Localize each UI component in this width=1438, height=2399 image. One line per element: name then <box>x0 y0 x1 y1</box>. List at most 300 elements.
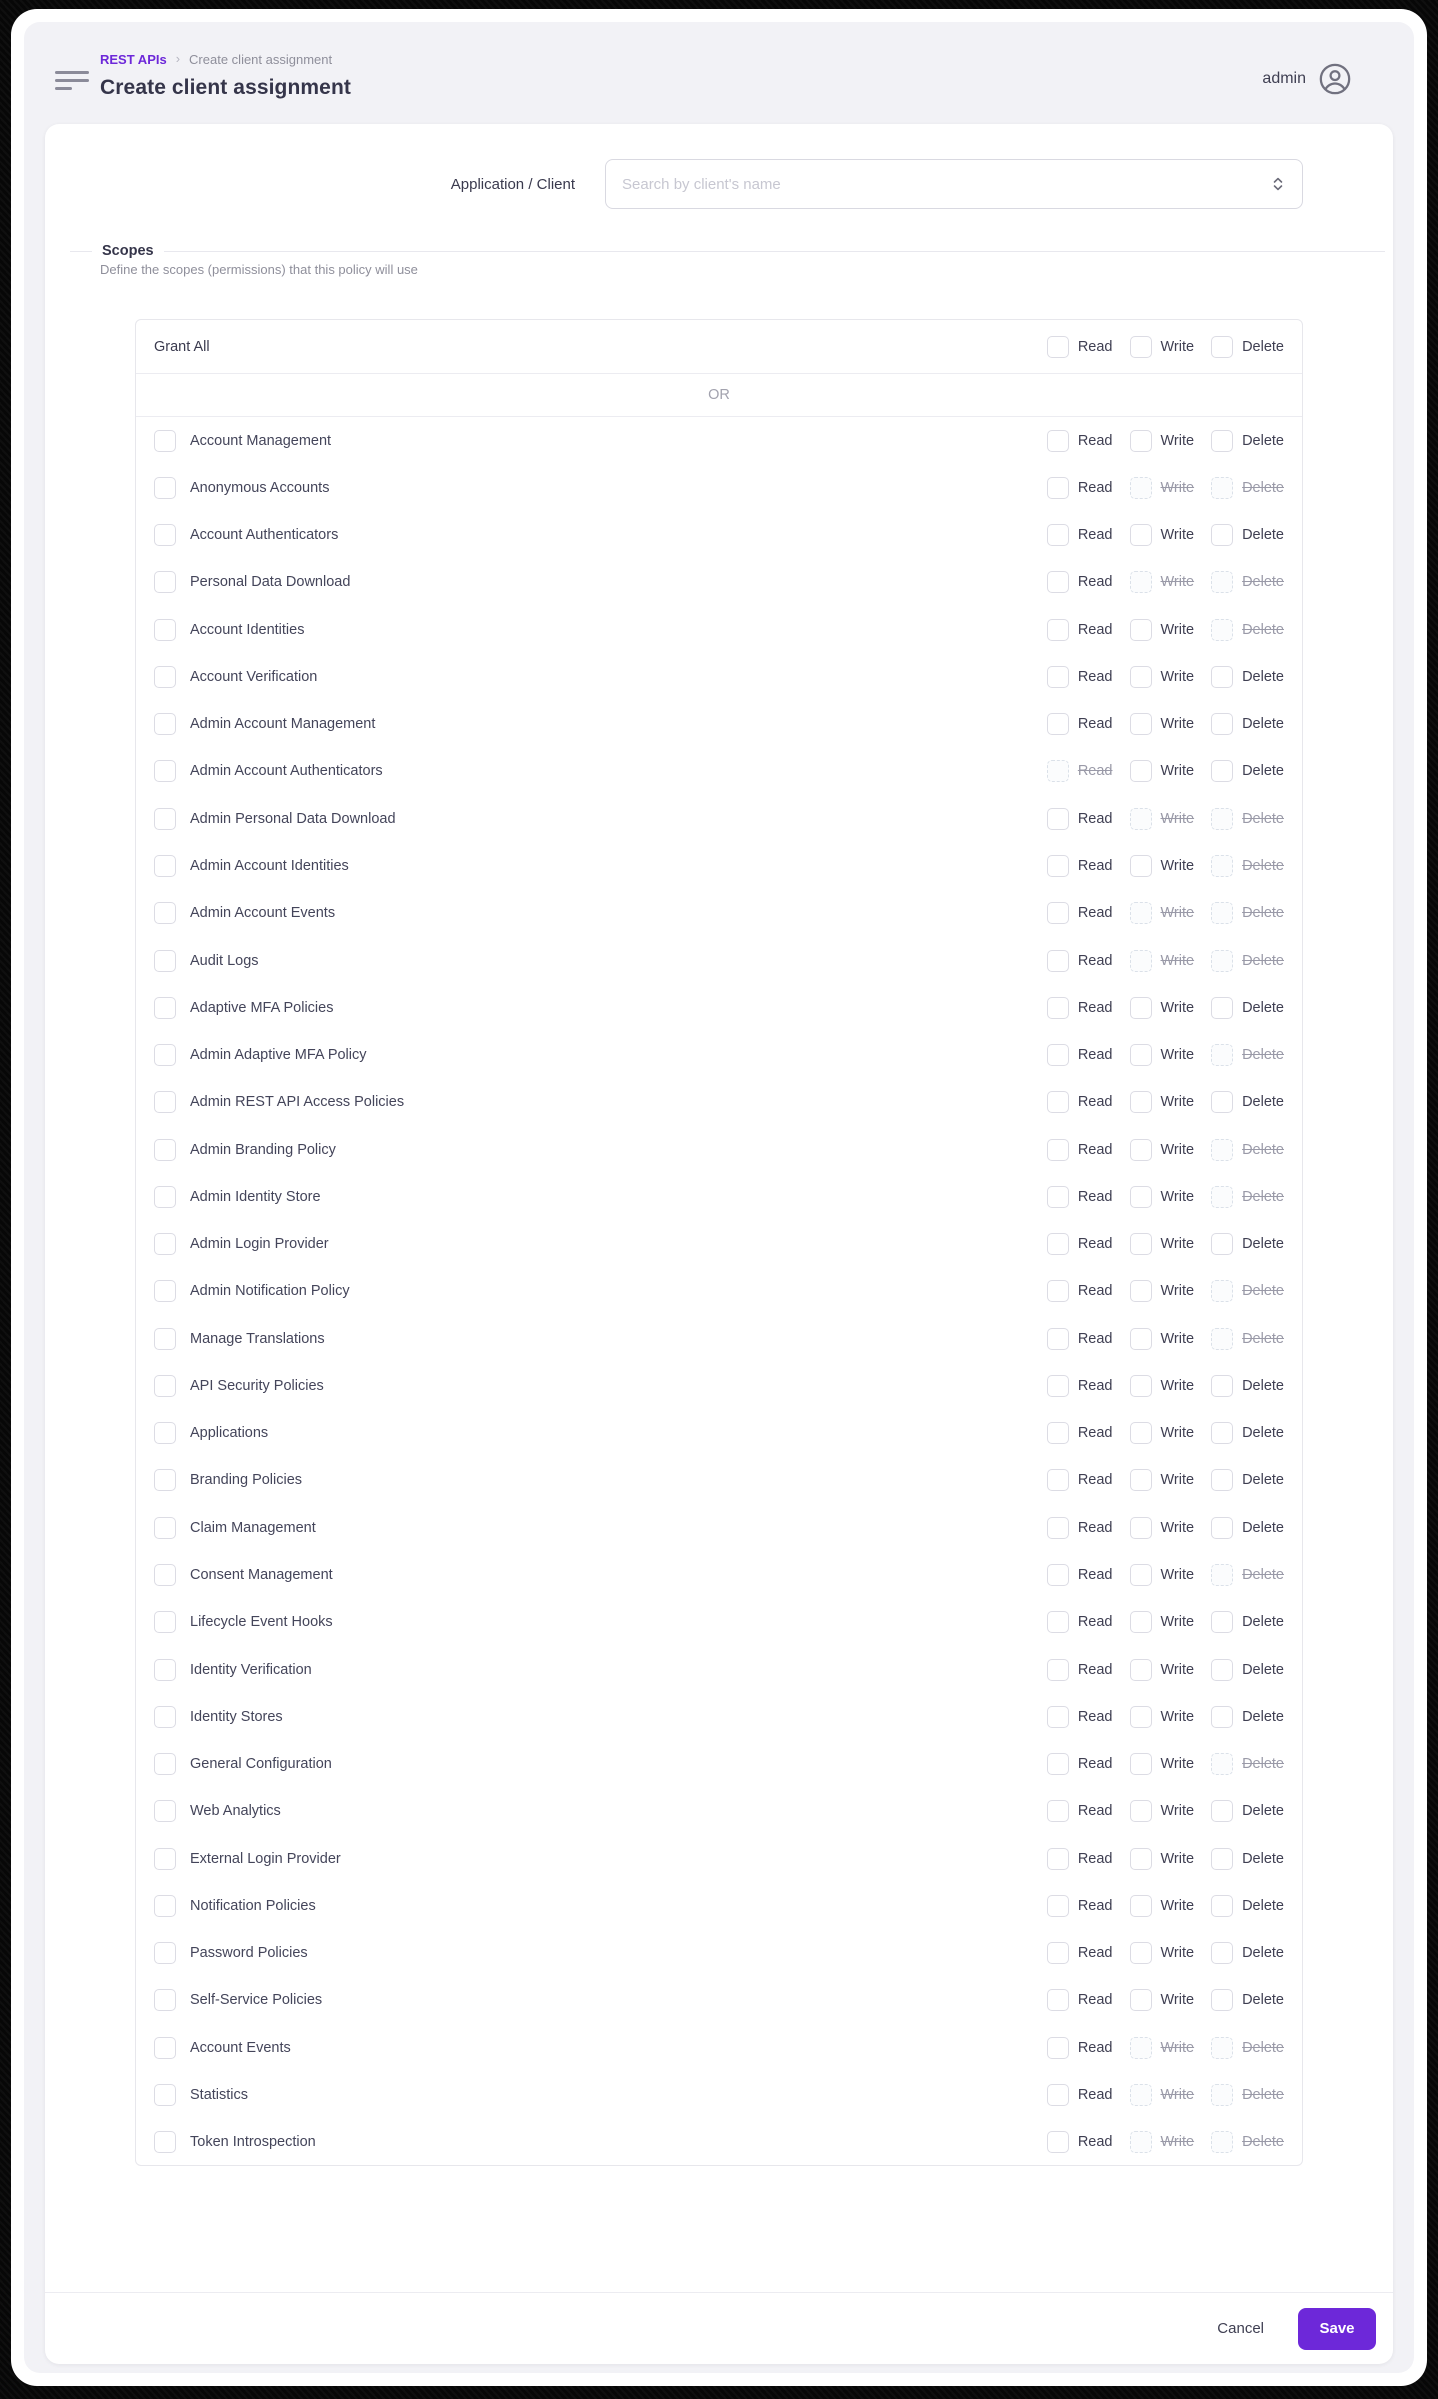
write-checkbox[interactable] <box>1130 1469 1152 1491</box>
delete-checkbox[interactable] <box>1211 1942 1233 1964</box>
delete-checkbox <box>1211 1186 1233 1208</box>
delete-permission <box>1211 2037 1284 2059</box>
read-checkbox[interactable] <box>1047 1233 1069 1255</box>
read-checkbox[interactable] <box>1047 1375 1069 1397</box>
write-checkbox[interactable] <box>1130 1564 1152 1586</box>
read-permission[interactable] <box>1047 1517 1113 1539</box>
read-checkbox[interactable] <box>1047 430 1069 452</box>
scope-checkbox[interactable] <box>154 1375 176 1397</box>
scope-row <box>136 701 1302 748</box>
client-field-row <box>45 159 1393 209</box>
read-checkbox[interactable] <box>1047 902 1069 924</box>
scope-label: Applications <box>190 1425 269 1442</box>
grant-all-delete-checkbox[interactable] <box>1211 336 1233 358</box>
write-permission[interactable] <box>1130 1753 1195 1775</box>
read-permission[interactable] <box>1047 1753 1113 1775</box>
read-checkbox[interactable] <box>1047 1659 1069 1681</box>
read-permission[interactable] <box>1047 1233 1113 1255</box>
write-permission[interactable] <box>1130 1186 1195 1208</box>
write-permission <box>1130 477 1195 499</box>
read-checkbox[interactable] <box>1047 1753 1069 1775</box>
scope-permissions <box>1047 2084 1284 2106</box>
read-label: Read <box>1077 621 1113 638</box>
write-label: Write <box>1160 621 1195 638</box>
delete-label: Delete <box>1242 1661 1284 1678</box>
scope-permissions <box>1047 1139 1284 1161</box>
delete-permission[interactable] <box>1211 760 1284 782</box>
read-permission[interactable] <box>1047 902 1113 924</box>
scope-checkbox[interactable] <box>154 2131 176 2153</box>
scope-row <box>136 937 1302 984</box>
delete-permission <box>1211 1753 1284 1775</box>
write-permission[interactable] <box>1130 997 1195 1019</box>
delete-checkbox[interactable] <box>1211 1611 1233 1633</box>
scope-checkbox[interactable] <box>154 1659 176 1681</box>
scope-checkbox[interactable] <box>154 1044 176 1066</box>
read-permission[interactable] <box>1047 1706 1113 1728</box>
write-checkbox[interactable] <box>1130 619 1152 641</box>
write-permission[interactable] <box>1130 1091 1195 1113</box>
delete-checkbox <box>1211 1753 1233 1775</box>
read-checkbox[interactable] <box>1047 1469 1069 1491</box>
read-permission[interactable] <box>1047 997 1113 1019</box>
scope-row <box>136 984 1302 1031</box>
read-permission[interactable] <box>1047 430 1113 452</box>
write-checkbox[interactable] <box>1130 1091 1152 1113</box>
write-checkbox[interactable] <box>1130 1517 1152 1539</box>
scope-label: Admin Account Events <box>190 905 336 922</box>
scope-checkbox[interactable] <box>154 713 176 735</box>
delete-label: Delete <box>1242 1897 1284 1914</box>
delete-permission[interactable] <box>1211 1659 1284 1681</box>
delete-checkbox[interactable] <box>1211 1233 1233 1255</box>
write-permission[interactable] <box>1130 1659 1195 1681</box>
grant-all-read[interactable]: Read <box>1047 336 1113 358</box>
read-permission[interactable] <box>1047 1139 1113 1161</box>
write-permission[interactable] <box>1130 1800 1195 1822</box>
write-permission[interactable] <box>1130 1328 1195 1350</box>
scope-row <box>136 1031 1302 1078</box>
read-checkbox[interactable] <box>1047 1848 1069 1870</box>
delete-permission[interactable] <box>1211 1422 1284 1444</box>
delete-label: Delete <box>1242 1850 1284 1867</box>
write-checkbox[interactable] <box>1130 760 1152 782</box>
read-permission[interactable] <box>1047 1611 1113 1633</box>
scope-row <box>136 1835 1302 1882</box>
read-permission[interactable] <box>1047 1091 1113 1113</box>
scope-checkbox[interactable] <box>154 619 176 641</box>
scope-checkbox[interactable] <box>154 2084 176 2106</box>
scope-label: Anonymous Accounts <box>190 479 330 496</box>
write-checkbox[interactable] <box>1130 1848 1152 1870</box>
scope-checkbox[interactable] <box>154 902 176 924</box>
delete-checkbox[interactable] <box>1211 1091 1233 1113</box>
write-checkbox[interactable] <box>1130 1139 1152 1161</box>
delete-label: Delete <box>1242 2039 1284 2056</box>
scope-label: Admin Account Identities <box>190 858 349 875</box>
read-label: Read <box>1077 1708 1113 1725</box>
read-label: Read <box>1077 1236 1113 1253</box>
delete-checkbox[interactable] <box>1211 524 1233 546</box>
delete-checkbox <box>1211 855 1233 877</box>
scope-permissions <box>1047 855 1284 877</box>
write-checkbox[interactable] <box>1130 430 1152 452</box>
client-select-placeholder: Search by client's name <box>622 175 781 193</box>
scope-checkbox[interactable] <box>154 1517 176 1539</box>
read-checkbox[interactable] <box>1047 1800 1069 1822</box>
scope-checkbox[interactable] <box>154 855 176 877</box>
delete-permission[interactable] <box>1211 1375 1284 1397</box>
scope-checkbox[interactable] <box>154 1611 176 1633</box>
read-checkbox[interactable] <box>1047 1989 1069 2011</box>
read-checkbox[interactable] <box>1047 1517 1069 1539</box>
delete-checkbox[interactable] <box>1211 1895 1233 1917</box>
scope-checkbox[interactable] <box>154 1328 176 1350</box>
read-checkbox[interactable] <box>1047 1422 1069 1444</box>
chevron-right-icon: › <box>175 51 181 66</box>
scope-checkbox[interactable] <box>154 1706 176 1728</box>
read-checkbox[interactable] <box>1047 1328 1069 1350</box>
delete-permission[interactable] <box>1211 1800 1284 1822</box>
delete-checkbox[interactable] <box>1211 997 1233 1019</box>
read-permission[interactable] <box>1047 950 1113 972</box>
write-permission[interactable] <box>1130 666 1195 688</box>
read-checkbox[interactable] <box>1047 1186 1069 1208</box>
scope-checkbox[interactable] <box>154 477 176 499</box>
read-checkbox[interactable] <box>1047 1139 1069 1161</box>
scope-label: Admin Branding Policy <box>190 1141 336 1158</box>
write-checkbox[interactable] <box>1130 1280 1152 1302</box>
write-checkbox[interactable] <box>1130 1186 1152 1208</box>
delete-permission[interactable] <box>1211 1989 1284 2011</box>
write-label: Write <box>1160 2039 1195 2056</box>
read-label: Read <box>1077 1425 1113 1442</box>
read-permission[interactable] <box>1047 1800 1113 1822</box>
scope-permissions <box>1047 1422 1284 1444</box>
read-checkbox[interactable] <box>1047 1942 1069 1964</box>
scope-permissions <box>1047 902 1284 924</box>
delete-permission[interactable] <box>1211 1895 1284 1917</box>
read-checkbox[interactable] <box>1047 855 1069 877</box>
scope-label: Admin Identity Store <box>190 1188 321 1205</box>
scope-checkbox[interactable] <box>154 1469 176 1491</box>
read-permission[interactable] <box>1047 666 1113 688</box>
grant-all-write-checkbox[interactable] <box>1130 336 1152 358</box>
read-permission[interactable] <box>1047 713 1113 735</box>
write-permission[interactable] <box>1130 619 1195 641</box>
write-permission[interactable] <box>1130 524 1195 546</box>
scope-checkbox[interactable] <box>154 1942 176 1964</box>
write-permission <box>1130 2131 1195 2153</box>
read-permission[interactable] <box>1047 1659 1113 1681</box>
read-permission[interactable] <box>1047 1469 1113 1491</box>
read-permission[interactable] <box>1047 1328 1113 1350</box>
read-checkbox[interactable] <box>1047 1564 1069 1586</box>
read-permission[interactable] <box>1047 808 1113 830</box>
write-checkbox[interactable] <box>1130 1800 1152 1822</box>
delete-label: Delete <box>1242 1047 1284 1064</box>
scope-checkbox[interactable] <box>154 808 176 830</box>
scope-checkbox[interactable] <box>154 1233 176 1255</box>
write-checkbox[interactable] <box>1130 713 1152 735</box>
read-permission[interactable] <box>1047 524 1113 546</box>
grant-all-delete[interactable]: Delete <box>1211 336 1284 358</box>
delete-label: Delete <box>1242 574 1284 591</box>
delete-permission[interactable] <box>1211 1848 1284 1870</box>
read-label: Read <box>1077 810 1113 827</box>
scope-checkbox[interactable] <box>154 1989 176 2011</box>
read-permission[interactable] <box>1047 1895 1113 1917</box>
read-permission[interactable] <box>1047 1564 1113 1586</box>
delete-permission[interactable] <box>1211 1517 1284 1539</box>
scope-label: Notification Policies <box>190 1897 316 1914</box>
delete-checkbox <box>1211 808 1233 830</box>
write-checkbox[interactable] <box>1130 1044 1152 1066</box>
scope-checkbox[interactable] <box>154 1753 176 1775</box>
read-permission[interactable] <box>1047 571 1113 593</box>
delete-permission[interactable] <box>1211 1469 1284 1491</box>
read-checkbox[interactable] <box>1047 950 1069 972</box>
write-label: Write <box>1160 1377 1195 1394</box>
write-permission[interactable] <box>1130 1044 1195 1066</box>
read-checkbox[interactable] <box>1047 1706 1069 1728</box>
delete-checkbox[interactable] <box>1211 1375 1233 1397</box>
delete-checkbox[interactable] <box>1211 1706 1233 1728</box>
delete-checkbox[interactable] <box>1211 1989 1233 2011</box>
write-checkbox[interactable] <box>1130 855 1152 877</box>
read-permission[interactable] <box>1047 855 1113 877</box>
scope-checkbox[interactable] <box>154 1139 176 1161</box>
delete-permission[interactable] <box>1211 997 1284 1019</box>
user-menu[interactable] <box>1262 62 1352 96</box>
read-permission[interactable] <box>1047 619 1113 641</box>
delete-permission[interactable] <box>1211 1706 1284 1728</box>
write-permission[interactable] <box>1130 1989 1195 2011</box>
write-permission[interactable] <box>1130 1233 1195 1255</box>
create-assignment-card <box>45 124 1393 2364</box>
scope-permissions <box>1047 430 1284 452</box>
read-label: Read <box>1077 1094 1113 1111</box>
write-checkbox[interactable] <box>1130 524 1152 546</box>
scope-row <box>136 1315 1302 1362</box>
save-button[interactable]: Save <box>1298 2308 1376 2350</box>
write-permission <box>1130 902 1195 924</box>
write-checkbox[interactable] <box>1130 997 1152 1019</box>
scope-checkbox[interactable] <box>154 1564 176 1586</box>
delete-permission[interactable] <box>1211 1233 1284 1255</box>
grant-all-write[interactable]: Write <box>1130 336 1195 358</box>
read-checkbox[interactable] <box>1047 666 1069 688</box>
delete-checkbox[interactable] <box>1211 666 1233 688</box>
scope-row <box>136 417 1302 464</box>
delete-checkbox[interactable] <box>1211 1469 1233 1491</box>
write-label: Write <box>1160 479 1195 496</box>
read-permission[interactable] <box>1047 1848 1113 1870</box>
write-permission[interactable] <box>1130 1611 1195 1633</box>
delete-permission[interactable] <box>1211 1091 1284 1113</box>
write-permission[interactable] <box>1130 713 1195 735</box>
delete-checkbox[interactable] <box>1211 760 1233 782</box>
scope-permissions <box>1047 1375 1284 1397</box>
delete-permission[interactable] <box>1211 524 1284 546</box>
write-label: Write <box>1160 1661 1195 1678</box>
read-checkbox[interactable] <box>1047 808 1069 830</box>
read-permission[interactable] <box>1047 1044 1113 1066</box>
read-permission[interactable] <box>1047 1422 1113 1444</box>
write-label: Write <box>1160 905 1195 922</box>
write-checkbox[interactable] <box>1130 1233 1152 1255</box>
read-label: Read <box>1077 952 1113 969</box>
write-permission[interactable] <box>1130 1564 1195 1586</box>
write-checkbox[interactable] <box>1130 1706 1152 1728</box>
scope-permissions <box>1047 997 1284 1019</box>
delete-checkbox[interactable] <box>1211 1848 1233 1870</box>
scope-checkbox[interactable] <box>154 1895 176 1917</box>
read-checkbox[interactable] <box>1047 524 1069 546</box>
write-label: Write <box>1160 1614 1195 1631</box>
user-avatar-icon[interactable] <box>1318 62 1352 96</box>
delete-checkbox[interactable] <box>1211 430 1233 452</box>
scope-label: Admin Account Authenticators <box>190 763 383 780</box>
read-checkbox[interactable] <box>1047 713 1069 735</box>
write-checkbox[interactable] <box>1130 1942 1152 1964</box>
scope-checkbox[interactable] <box>154 571 176 593</box>
scope-checkbox[interactable] <box>154 524 176 546</box>
scope-checkbox[interactable] <box>154 1186 176 1208</box>
write-permission[interactable] <box>1130 1848 1195 1870</box>
scope-row <box>136 795 1302 842</box>
write-permission[interactable] <box>1130 760 1195 782</box>
client-select[interactable] <box>605 159 1303 209</box>
scope-checkbox[interactable] <box>154 1091 176 1113</box>
scope-checkbox[interactable] <box>154 1422 176 1444</box>
scope-label: Identity Verification <box>190 1661 312 1678</box>
read-checkbox[interactable] <box>1047 997 1069 1019</box>
read-permission[interactable] <box>1047 1989 1113 2011</box>
write-permission[interactable] <box>1130 1280 1195 1302</box>
delete-label: Delete <box>1242 1519 1284 1536</box>
scope-checkbox[interactable] <box>154 950 176 972</box>
read-checkbox[interactable] <box>1047 2084 1069 2106</box>
menu-icon[interactable] <box>55 71 89 90</box>
read-permission[interactable] <box>1047 1942 1113 1964</box>
read-label: Read <box>1077 574 1113 591</box>
scope-checkbox[interactable] <box>154 1800 176 1822</box>
delete-permission <box>1211 1044 1284 1066</box>
grant-all-read-checkbox[interactable] <box>1047 336 1069 358</box>
write-checkbox[interactable] <box>1130 1895 1152 1917</box>
read-label: Read <box>1077 1377 1113 1394</box>
read-permission[interactable] <box>1047 477 1113 499</box>
scope-checkbox[interactable] <box>154 760 176 782</box>
write-label: Write <box>1160 1141 1195 1158</box>
delete-checkbox[interactable] <box>1211 1800 1233 1822</box>
write-checkbox[interactable] <box>1130 1659 1152 1681</box>
scope-checkbox[interactable] <box>154 997 176 1019</box>
breadcrumb-current: Create client assignment <box>189 52 333 67</box>
write-checkbox[interactable] <box>1130 666 1152 688</box>
delete-checkbox[interactable] <box>1211 1659 1233 1681</box>
read-checkbox[interactable] <box>1047 1091 1069 1113</box>
breadcrumb-rest-apis[interactable]: REST APIs <box>100 52 167 67</box>
delete-label: Delete <box>1242 1283 1284 1300</box>
read-checkbox[interactable] <box>1047 1895 1069 1917</box>
read-checkbox[interactable] <box>1047 619 1069 641</box>
read-checkbox[interactable] <box>1047 1611 1069 1633</box>
read-permission[interactable] <box>1047 1375 1113 1397</box>
write-permission[interactable] <box>1130 1895 1195 1917</box>
scope-checkbox[interactable] <box>154 1848 176 1870</box>
username-label: admin <box>1262 70 1306 87</box>
scope-row <box>136 464 1302 511</box>
write-checkbox[interactable] <box>1130 1375 1152 1397</box>
scope-label: Admin Notification Policy <box>190 1283 350 1300</box>
read-permission[interactable] <box>1047 1280 1113 1302</box>
write-label: Write <box>1160 1425 1195 1442</box>
scope-row <box>136 1551 1302 1598</box>
write-permission[interactable] <box>1130 1422 1195 1444</box>
read-checkbox[interactable] <box>1047 571 1069 593</box>
delete-label: Delete <box>1242 432 1284 449</box>
write-label: Write <box>1160 574 1195 591</box>
write-checkbox[interactable] <box>1130 1328 1152 1350</box>
scope-permissions <box>1047 2131 1284 2153</box>
write-permission[interactable] <box>1130 1706 1195 1728</box>
delete-permission[interactable] <box>1211 666 1284 688</box>
write-label: Write <box>1160 1472 1195 1489</box>
delete-permission[interactable] <box>1211 430 1284 452</box>
scope-row <box>136 606 1302 653</box>
read-checkbox[interactable] <box>1047 2037 1069 2059</box>
cancel-button[interactable]: Cancel <box>1217 2320 1264 2337</box>
scope-row <box>136 748 1302 795</box>
write-permission[interactable] <box>1130 1469 1195 1491</box>
write-permission[interactable] <box>1130 1375 1195 1397</box>
write-checkbox[interactable] <box>1130 1989 1152 2011</box>
write-permission[interactable] <box>1130 1942 1195 1964</box>
scope-permissions <box>1047 1942 1284 1964</box>
scope-checkbox[interactable] <box>154 666 176 688</box>
scope-checkbox[interactable] <box>154 1280 176 1302</box>
read-checkbox[interactable] <box>1047 477 1069 499</box>
delete-checkbox[interactable] <box>1211 713 1233 735</box>
write-permission[interactable] <box>1130 430 1195 452</box>
delete-permission[interactable] <box>1211 1942 1284 1964</box>
read-permission[interactable] <box>1047 2131 1113 2153</box>
scope-permissions <box>1047 760 1284 782</box>
read-checkbox[interactable] <box>1047 2131 1069 2153</box>
delete-permission[interactable] <box>1211 713 1284 735</box>
read-permission[interactable] <box>1047 1186 1113 1208</box>
write-permission[interactable] <box>1130 1517 1195 1539</box>
read-permission[interactable] <box>1047 2084 1113 2106</box>
read-checkbox[interactable] <box>1047 1044 1069 1066</box>
delete-permission[interactable] <box>1211 1611 1284 1633</box>
read-permission[interactable] <box>1047 2037 1113 2059</box>
write-checkbox[interactable] <box>1130 1422 1152 1444</box>
write-label: Write <box>1160 1047 1195 1064</box>
write-checkbox[interactable] <box>1130 1753 1152 1775</box>
read-checkbox[interactable] <box>1047 1280 1069 1302</box>
write-checkbox[interactable] <box>1130 1611 1152 1633</box>
scope-label: General Configuration <box>190 1756 332 1773</box>
delete-checkbox[interactable] <box>1211 1517 1233 1539</box>
write-permission[interactable] <box>1130 855 1195 877</box>
write-permission[interactable] <box>1130 1139 1195 1161</box>
delete-checkbox[interactable] <box>1211 1422 1233 1444</box>
scope-checkbox[interactable] <box>154 2037 176 2059</box>
scope-checkbox[interactable] <box>154 430 176 452</box>
